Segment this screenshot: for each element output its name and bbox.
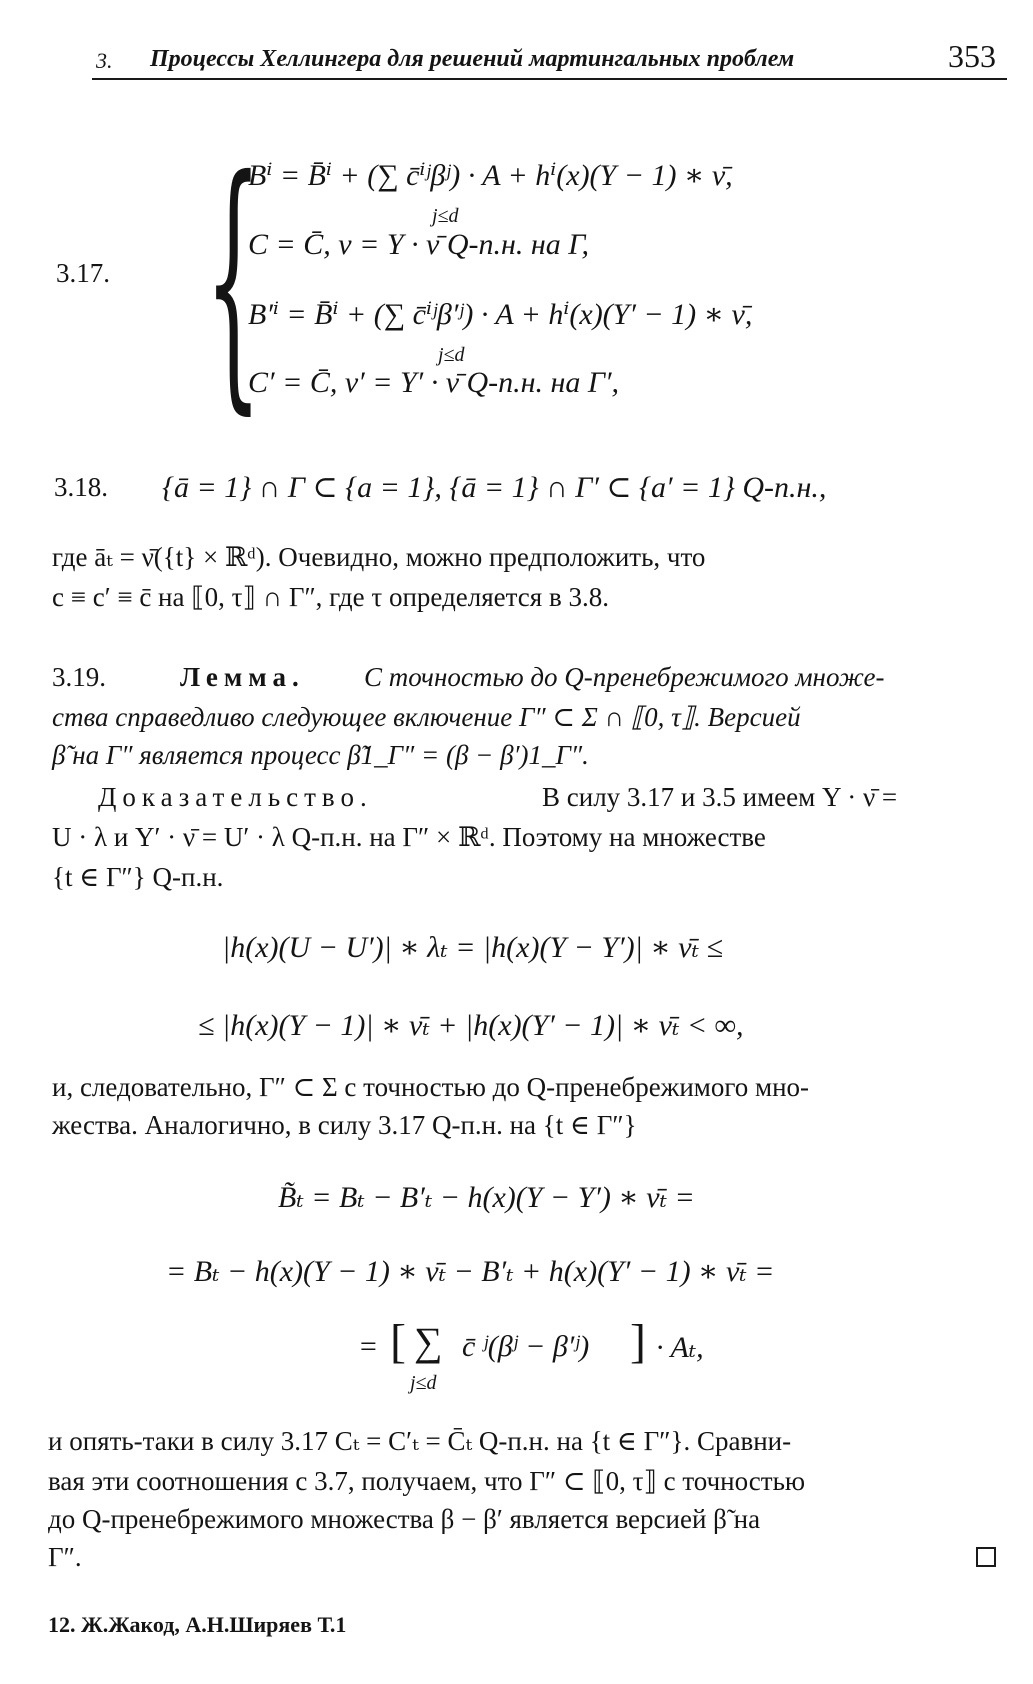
equation-label-3-18: 3.18. (54, 472, 108, 502)
display-2-sum-sign: ∑ (414, 1319, 443, 1364)
paragraph-3-line-2: вая эти соотношения с 3.7, получаем, что Γ″ ⊂ ⟦0, τ⟧ с точностью (48, 1466, 806, 1496)
footer-signature: 12. Ж.Жакод, А.Н.Ширяев Т.1 (48, 1612, 347, 1637)
header-chapter-number: 3. (96, 48, 113, 73)
display-2-row-3-equals: = (358, 1330, 379, 1363)
eq-3-17-row-1-subscript: j≤d (432, 205, 459, 227)
lemma-line-2: ства справедливо следующее включение Γ″ ⊂ Σ ∩ ⟦0, τ⟧. Версией (52, 702, 801, 732)
eq-3-17-row-3-subscript: j≤d (438, 344, 465, 366)
paragraph-3-line-3: до Q-пренебрежимого множества β − β′ является версией β̃ на (48, 1504, 761, 1534)
header-running-title: Процессы Хеллингера для решений мартингальных проблем (150, 46, 795, 72)
lemma-number: 3.19. (52, 662, 106, 692)
eq-3-18-body: {ā = 1} ∩ Γ ⊂ {a = 1}, {ā = 1} ∩ Γ′ ⊂ {a′ = 1} Q-п.н., (162, 471, 827, 504)
eq-3-17-row-1: Bⁱ = B̄ⁱ + (∑ c̄ⁱʲβʲ) · A + hⁱ(x)(Y − 1) ∗ ν̄, (248, 159, 733, 192)
paragraph-2-line-1: и, следовательно, Γ″ ⊂ Σ с точностью до Q-пренебрежимого мно- (52, 1072, 810, 1102)
eq-3-17-row-4: C′ = C̄, ν′ = Y′ · ν̄ Q-п.н. на Γ′, (248, 366, 620, 399)
eq-3-17-row-3: B′ⁱ = B̄ⁱ + (∑ c̄ⁱʲβ′ʲ) · A + hⁱ(x)(Y′ − 1) ∗ ν̄, (248, 298, 753, 331)
display-1-row-2: ≤ |h(x)(Y − 1)| ∗ ν̄ₜ + |h(x)(Y′ − 1)| ∗ ν̄ₜ < ∞, (198, 1009, 744, 1042)
display-2-right-bracket: ] (630, 1315, 646, 1368)
proof-line-1: В силу 3.17 и 3.5 имеем Y · ν̄ = (542, 782, 898, 812)
proof-label: Доказательство. (98, 782, 373, 812)
qed-square-icon (976, 1547, 996, 1567)
eq-3-17-row-2: C = C̄, ν = Y · ν̄ Q-п.н. на Γ, (248, 228, 589, 261)
display-2-row-3-tail: · Aₜ, (656, 1331, 704, 1364)
paragraph-3-line-1: и опять-таки в силу 3.17 Cₜ = C′ₜ = C̄ₜ Q-п.н. на {t ∈ Γ″}. Сравни- (48, 1426, 792, 1456)
display-2-row-1: B̃ₜ = Bₜ − B′ₜ − h(x)(Y − Y′) ∗ ν̄ₜ = (278, 1181, 695, 1214)
lemma-label: Лемма. (180, 662, 305, 692)
paragraph-3-line-4: Γ″. (48, 1542, 82, 1572)
display-2-row-3-subscript: j≤d (410, 1372, 437, 1394)
paragraph-1-line-2: c ≡ c′ ≡ c̄ на ⟦0, τ⟧ ∩ Γ″, где τ определяется в 3.8. (52, 582, 609, 612)
paragraph-1-line-1: где āₜ = ν̄({t} × ℝᵈ). Очевидно, можно предположить, что (52, 542, 706, 572)
display-2-left-bracket: [ (390, 1315, 406, 1368)
proof-line-2: U · λ и Y′ · ν̄ = U′ · λ Q-п.н. на Γ″ × ℝᵈ. Поэтому на множестве (52, 822, 766, 852)
paragraph-2-line-2: жества. Аналогично, в силу 3.17 Q-п.н. на {t ∈ Γ″} (52, 1110, 637, 1140)
left-brace: { (205, 122, 262, 437)
header-page-number: 353 (948, 38, 996, 74)
lemma-line-1: С точностью до Q-пренебрежимого множе- (364, 662, 885, 692)
display-1-row-1: |h(x)(U − U′)| ∗ λₜ = |h(x)(Y − Y′)| ∗ ν̄ₜ ≤ (222, 931, 723, 964)
header-rule (92, 78, 1007, 80)
lemma-line-3: β̃ на Γ″ является процесс β̃1_Γ″ = (β − β′)1_Γ″. (52, 740, 589, 770)
equation-label-3-17: 3.17. (56, 258, 110, 288)
display-2-row-2: = Bₜ − h(x)(Y − 1) ∗ ν̄ₜ − B′ₜ + h(x)(Y′ − 1) ∗ ν̄ₜ = (166, 1255, 775, 1288)
display-2-row-3-body: c̄ ʲ(βʲ − β′ʲ) (462, 1330, 590, 1363)
proof-line-3: {t ∈ Γ″} Q-п.н. (52, 862, 224, 892)
